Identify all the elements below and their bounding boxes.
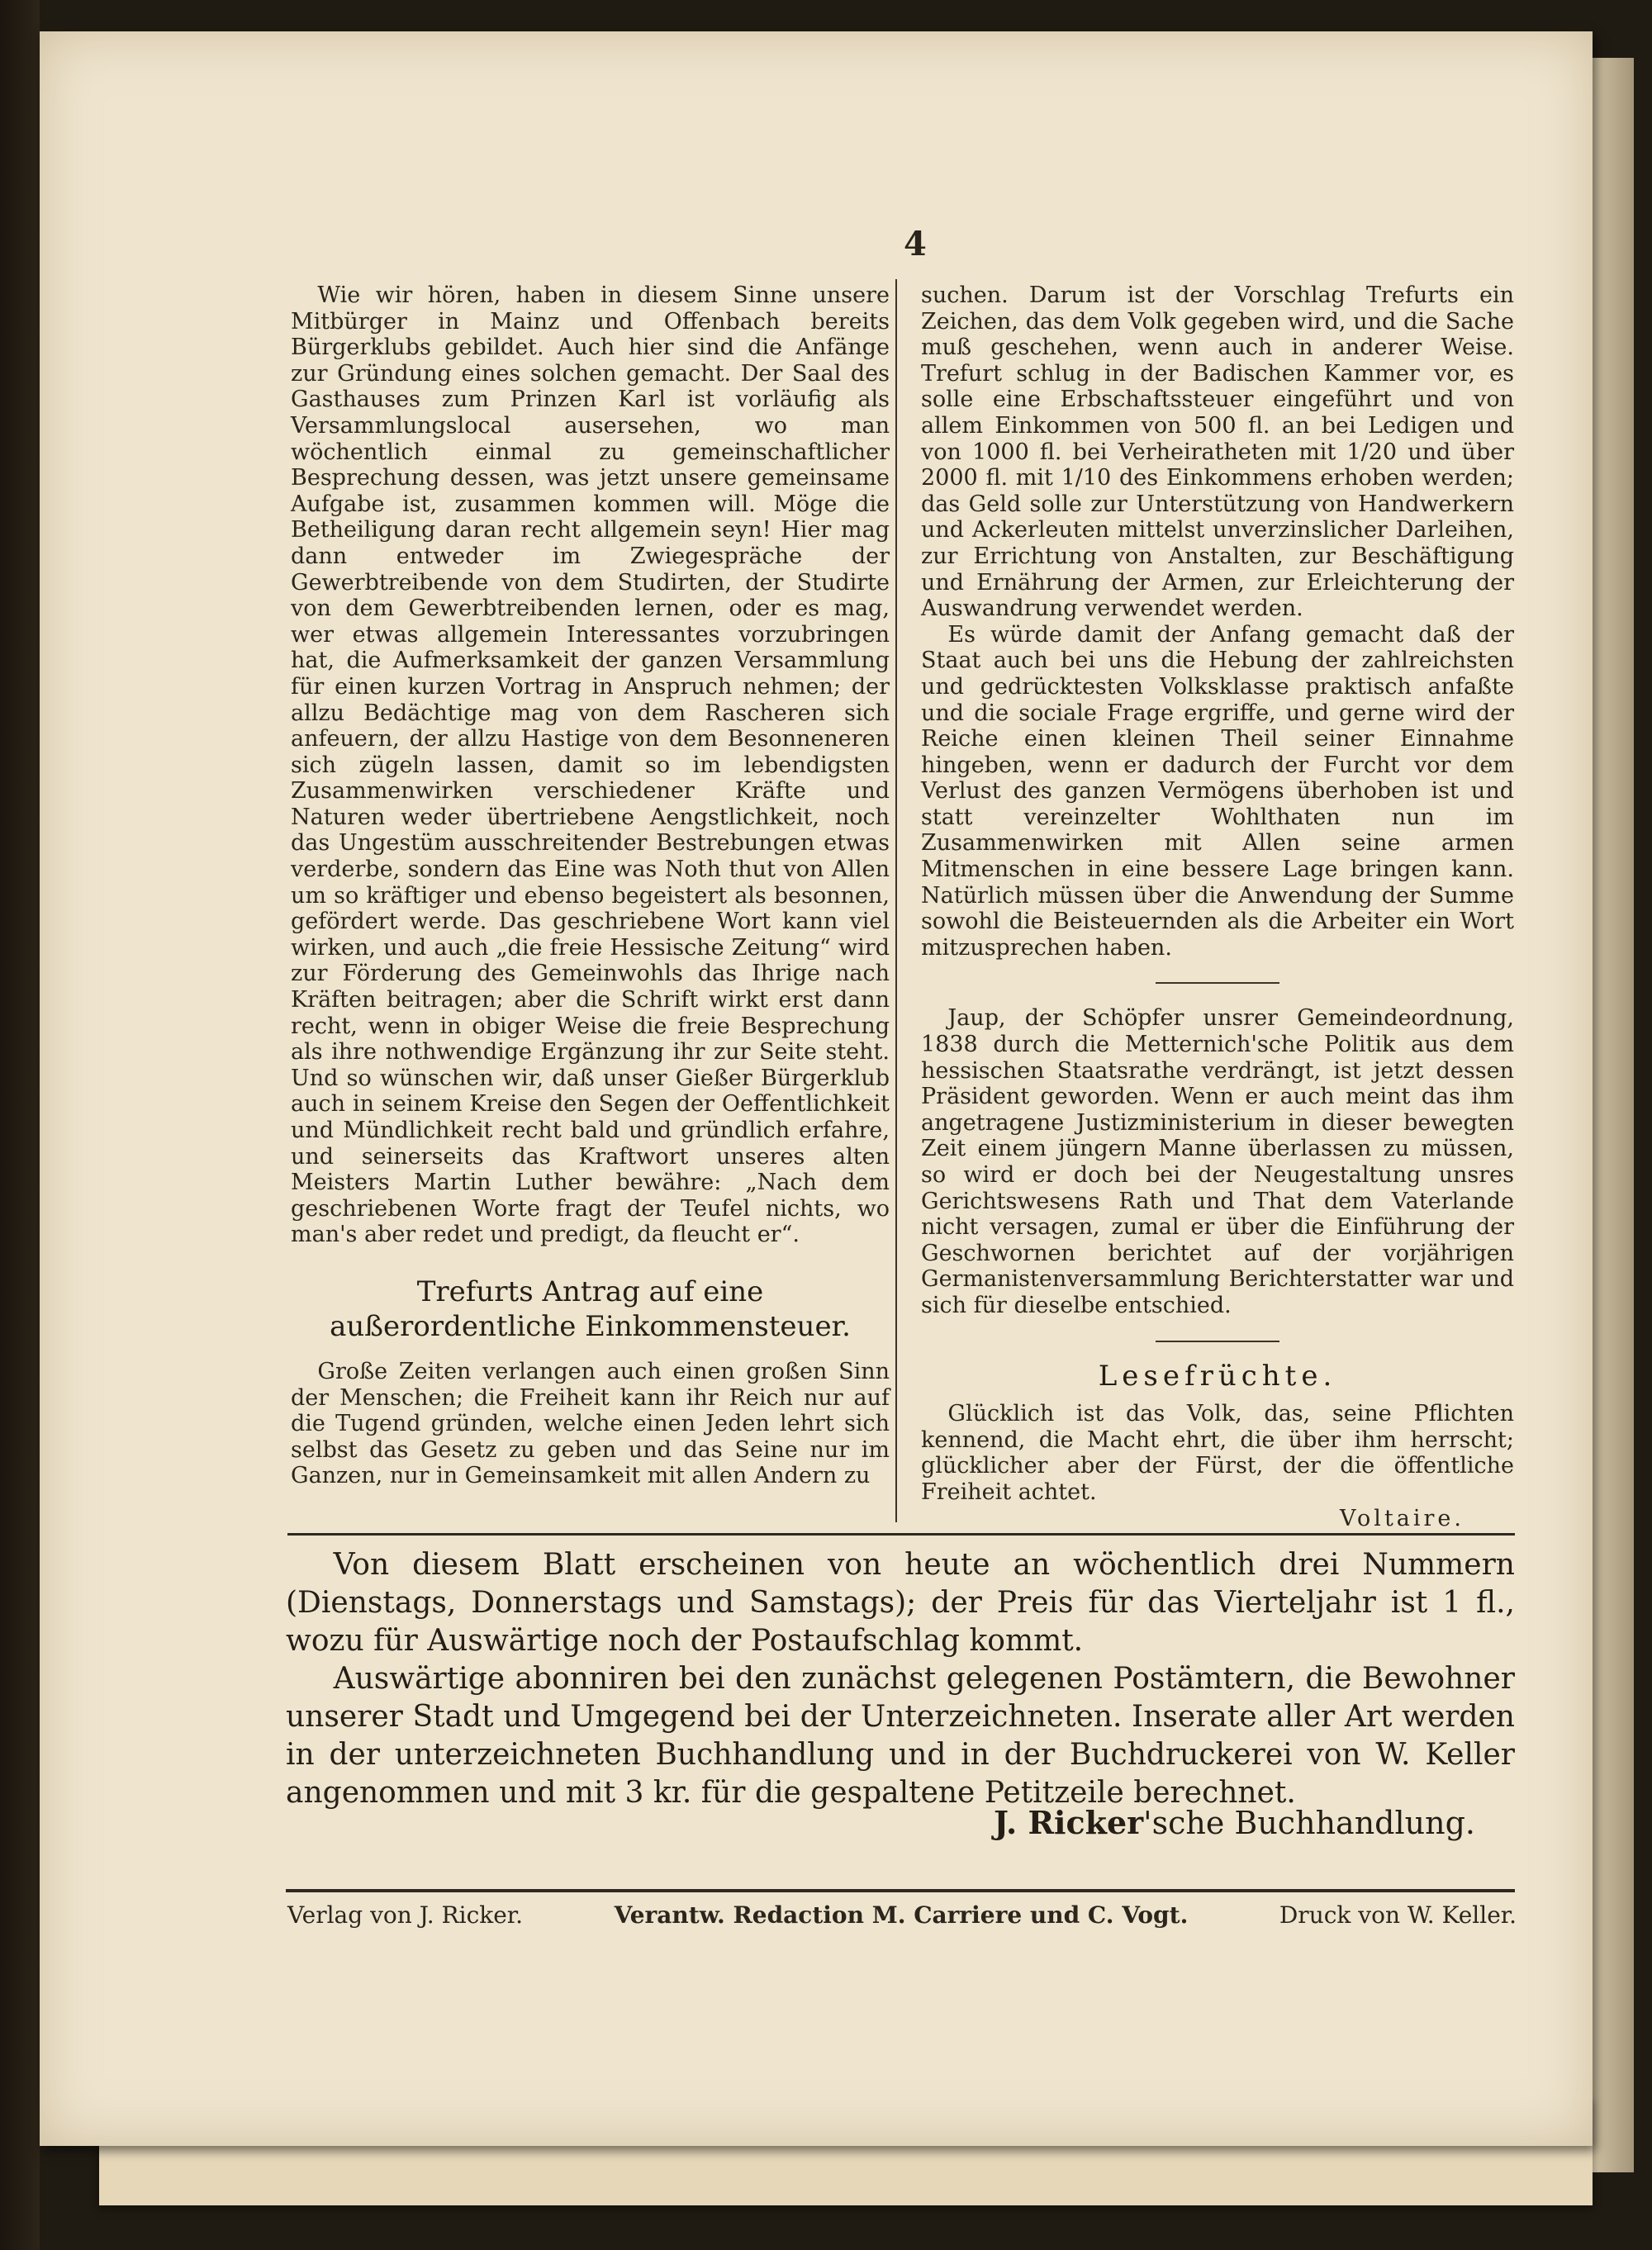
notice-paragraph-1: Von diesem Blatt erscheinen von heute an wöchentlich drei Nummern (Dienstags, Donnerstags und Samstags); der Preis für das Vierteljahr ist 1 fl., wozu für Auswärtige noch der Postaufschlag kommt. xyxy=(286,1548,1515,1658)
voltaire-quote: Glücklich ist das Volk, das, seine Pflichten kennend, die Macht ehrt, die über ihm herrscht; glücklicher aber der Fürst, der die öffentliche Freiheit achtet. xyxy=(921,1401,1514,1505)
footer-editors: Verantw. Redaction M. Carriere und C. Vogt. xyxy=(614,1901,1189,1929)
jaup-article: Jaup, der Schöpfer unsrer Gemeindeordnung, 1838 durch die Metternich'sche Politik aus dem hessischen Staatsrathe verdrängt, ist jetzt dessen Präsident geworden. Wenn er auch meint das ihm angetragene Justizministerium in dieser bewegten Zeit einem jüngern Manne überlassen zu müssen, so wird er doch bei der Neugestaltung unsres Gerichtswesens Rath und That dem Vaterlande nicht versagen, zumal er über die Einführung der Geschwornen berichtet auf der vorjährigen Germanistenversammlung Berichterstatter war und sich für dieselbe entschied. xyxy=(921,1005,1514,1318)
footer-rule xyxy=(286,1889,1515,1892)
left-column xyxy=(291,282,890,1489)
trefurt-article-continued: suchen. Darum ist der Vorschlag Trefurts ein Zeichen, das dem Volk gegeben wird, und die Sache muß geschehen, wenn auch in anderer Weise. Trefurt schlug in der Badischen Kammer vor, es solle eine Erbschaftssteuer eingeführt und von allem Einkommen von 500 fl. an bei Ledigen und von 1000 fl. bei Verheiratheten mit 1/20 und über 2000 fl. mit 1/10 des Einkommens erhoben werden; das Geld solle zur Unterstützung von Handwerkern und Ackerleuten mittelst unverzinslicher Darleihen, zur Errichtung von Anstalten, zur Beschäftigung und Ernährung der Armen, zur Erleichterung der Auswandrung verwendet werden. xyxy=(921,282,1514,622)
underlying-page-edge xyxy=(1593,58,1634,2172)
lesefruechte-heading: Lesefrüchte. xyxy=(1098,1359,1337,1393)
quote-author: Voltaire. xyxy=(1340,1505,1464,1531)
signature-name: J. Ricker xyxy=(993,1804,1144,1841)
subscription-notice xyxy=(286,1546,1515,1812)
imprint-footer xyxy=(287,1901,1517,1929)
scan-backdrop xyxy=(0,0,40,2250)
trefurt-article-start: Große Zeiten verlangen auch einen großen Sinn der Menschen; die Freiheit kann ihr Reich nur auf die Tugend gründen, welche einen Jeden lehrt sich selbst das Gesetz zu geben und das Seine nur im Ganzen, nur in Gemeinsamkeit mit allen Andern zu xyxy=(291,1358,890,1489)
notice-top-rule xyxy=(287,1533,1515,1536)
article-separator xyxy=(1156,982,1279,984)
notice-signature xyxy=(980,1804,1475,1841)
buergerklub-article: Wie wir hören, haben in diesem Sinne unsere Mitbürger in Mainz und Offenbach bereits Bürgerklubs gebildet. Auch hier sind die Anfänge zur Gründung eines solchen gemacht. Der Saal des Gasthauses zum Prinzen Karl ist vorläufig als Versammlungslocal ausersehen, wo man wöchentlich einmal zu gemeinschaftlicher Besprechung dessen, was jetzt unsere gemeinsame Aufgabe ist, zusammen kommen will. Möge die Betheiligung daran recht allgemein seyn! Hier mag dann entweder im Zwiegespräche der Gewerbtreibende von dem Studirten, der Studirte von dem Gewerbtreibenden lernen, oder es mag, wer etwas allgemein Interessantes vorzubringen hat, die Aufmerksamkeit der ganzen Versammlung für einen kurzen Vortrag in Anspruch nehmen; der allzu Bedächtige mag von dem Rascheren sich anfeuern, der allzu Hastige von dem Besonneneren sich zügeln lassen, damit so im lebendigsten Zusammenwirken verschiedener Kräfte und Naturen weder übertriebene Aengstlichkeit, noch das Ungestüm ausschreitender Bestrebungen etwas verderbe, sondern das Eine was Noth thut von Allen um so kräftiger und ebenso begeistert als besonnen, gefördert werde. Das geschriebene Wort kann viel wirken, und auch „die freie Hessische Zeitung“ wird zur Förderung des Gemeinwohls das Ihrige nach Kräften beitragen; aber die Schrift wirkt erst dann recht, wenn in obiger Weise die freie Besprechung als ihre nothwendige Ergänzung ihr zur Seite steht. Und so wünschen wir, daß unser Gießer Bürgerklub auch in seinem Kreise den Segen der Oeffentlichkeit und Mündlichkeit recht bald und gründlich erfahre, und seinerseits das Kraftwort unseres alten Meisters Martin Luther bewähre: „Nach dem geschriebenen Worte fragt der Teufel nichts, wo man's aber redet und predigt, da fleucht er“. xyxy=(291,282,890,1248)
article-separator xyxy=(1156,1341,1279,1342)
notice-paragraph-2: Auswärtige abonniren bei den zunächst gelegenen Postämtern, die Bewohner unserer Stadt und Umgegend bei der Unterzeichneten. Inserate aller Art werden in der unterzeichneten Buchhandlung und in der Buchdruckerei von W. Keller angenommen und mit 3 kr. für die gespaltene Petitzeile berechnet. xyxy=(286,1662,1515,1810)
signature-rest: 'sche Buchhandlung. xyxy=(1143,1805,1475,1841)
footer-publisher: Verlag von J. Ricker. xyxy=(287,1901,524,1929)
right-column xyxy=(921,282,1514,1531)
trefurt-article-end: Es würde damit der Anfang gemacht daß der Staat auch bei uns die Hebung der zahlreichsten und gedrücktesten Volksklasse praktisch anfaßte und die sociale Frage ergriffe, und gerne wird der Reiche einen kleinen Theil seiner Einnahme hingeben, wenn er dadurch der Furcht vor dem Verlust des ganzen Vermögens überhoben ist und statt vereinzelter Wohlthaten nun im Zusammenwirken mit Allen seine armen Mitmenschen in eine bessere Lage bringen kann. Natürlich müssen über die Anwendung der Summe sowohl die Beisteuernden als die Arbeiter ein Wort mitzusprechen haben. xyxy=(921,621,1514,961)
page-number: 4 xyxy=(904,225,927,263)
column-divider xyxy=(895,279,897,1522)
footer-printer: Druck von W. Keller. xyxy=(1279,1901,1517,1929)
trefurt-heading: Trefurts Antrag auf eine außerordentliche Einkommensteuer. xyxy=(330,1275,851,1343)
